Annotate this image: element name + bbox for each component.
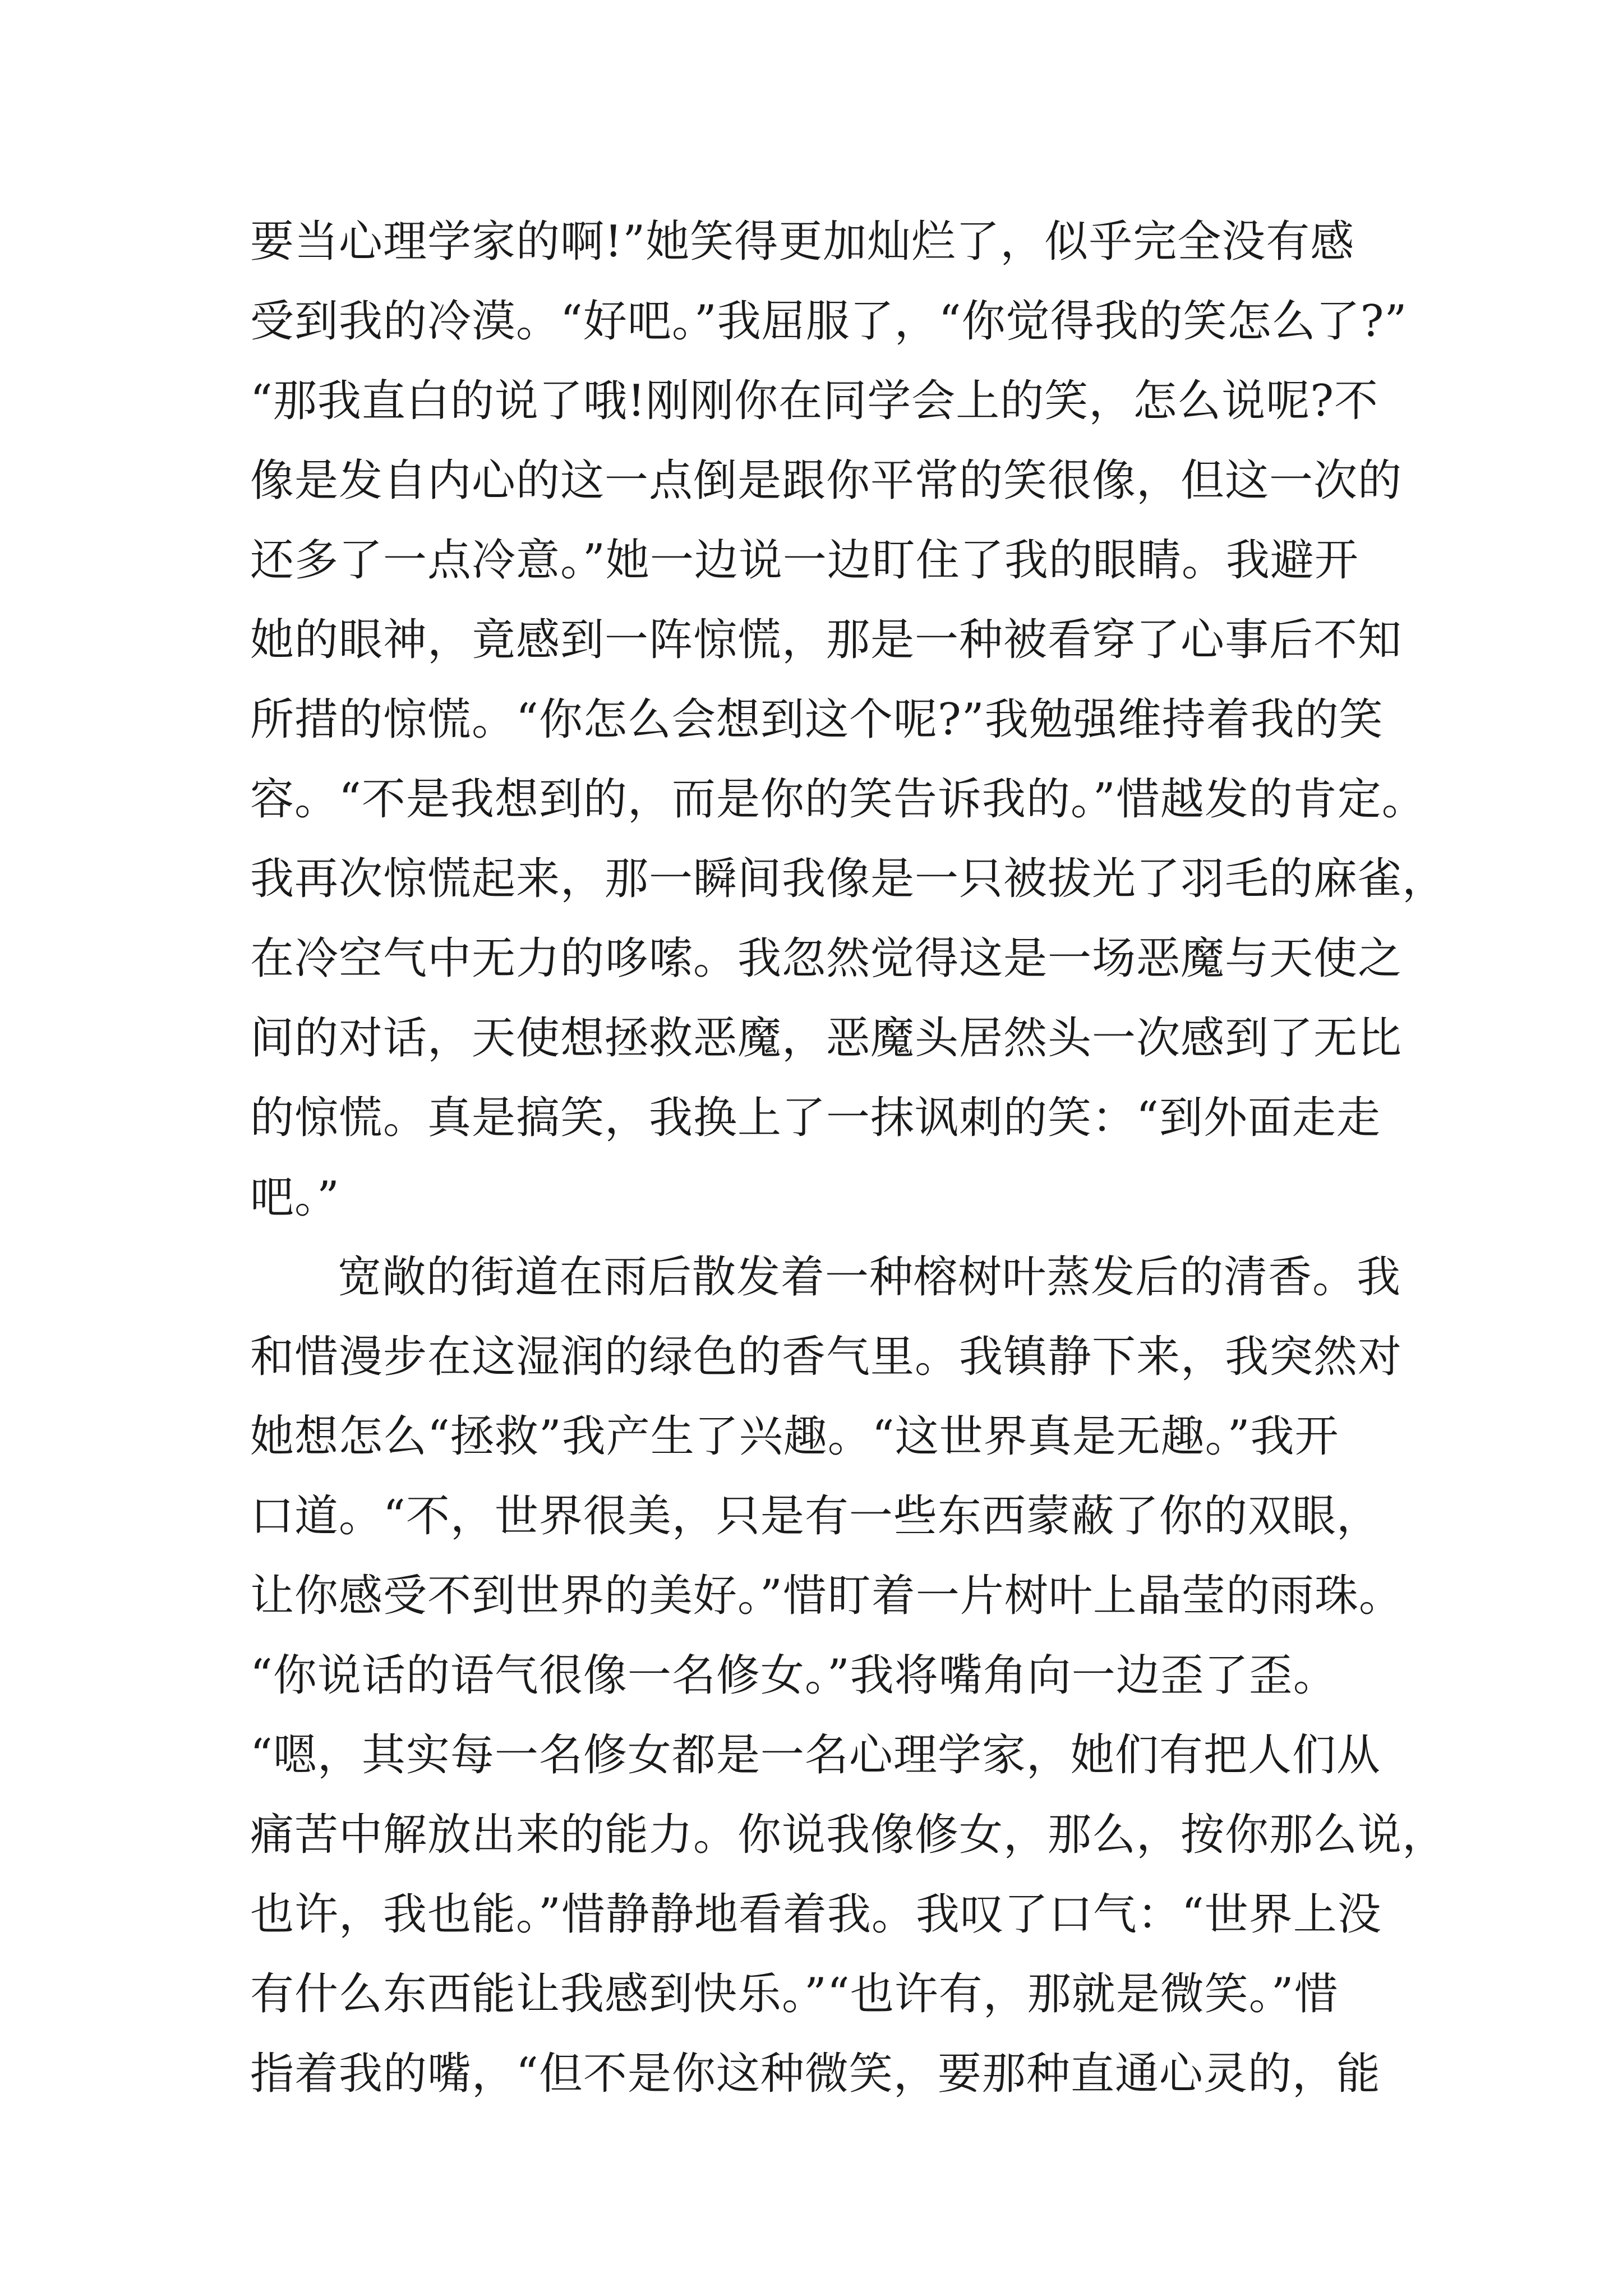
text-line: 她的眼神，竟感到一阵惊慌，那是一种被看穿了心事后不知 bbox=[250, 615, 1403, 665]
text-line: 容。“不是我想到的，而是你的笑告诉我的。”惜越发的肯定。 bbox=[250, 774, 1426, 825]
text-line: 也许，我也能。”惜静静地看着我。我叹了口气：“世界上没 bbox=[250, 1889, 1382, 1940]
text-line: 的惊慌。真是搞笑，我换上了一抹讽刺的笑：“到外面走走 bbox=[250, 1093, 1381, 1143]
text-line: 吧。” bbox=[250, 1172, 340, 1223]
text-line: 有什么东西能让我感到快乐。”“也许有，那就是微笑。”惜 bbox=[250, 1969, 1339, 2019]
text-line: 痛苦中解放出来的能力。你说我像修女，那么，按你那么说， bbox=[250, 1810, 1447, 1860]
text-line: 间的对话，天使想拯救恶魔，恶魔头居然头一次感到了无比 bbox=[250, 1013, 1403, 1064]
text-line: 像是发自内心的这一点倒是跟你平常的笑很像，但这一次的 bbox=[250, 455, 1403, 506]
text-line: 指着我的嘴，“但不是你这种微笑，要那种直通心灵的，能 bbox=[250, 2049, 1381, 2099]
text-line: 她想怎么“拯救”我产生了兴趣。“这世界真是无趣。”我开 bbox=[250, 1411, 1339, 1462]
text-line: 和惜漫步在这湿润的绿色的香气里。我镇静下来，我突然对 bbox=[250, 1332, 1403, 1382]
text-line: 口道。“不，世界很美，只是有一些东西蒙蔽了你的双眼， bbox=[250, 1491, 1381, 1542]
paragraph-first-line: 宽敞的街道在雨后散发着一种榕树叶蒸发后的清香。我 bbox=[338, 1252, 1401, 1303]
text-line: “嗯，其实每一名修女都是一名心理学家，她们有把人们从 bbox=[250, 1730, 1381, 1780]
body-text bbox=[250, 202, 1447, 2114]
text-line: 我再次惊慌起来，那一瞬间我像是一只被拔光了羽毛的麻雀， bbox=[250, 854, 1447, 904]
text-line: “那我直白的说了哦!刚刚你在同学会上的笑，怎么说呢?不 bbox=[250, 376, 1379, 426]
text-line: 在冷空气中无力的哆嗦。我忽然觉得这是一场恶魔与天使之 bbox=[250, 933, 1403, 984]
text-line: 让你感受不到世界的美好。”惜盯着一片树叶上晶莹的雨珠。 bbox=[250, 1571, 1403, 1621]
text-line: 受到我的冷漠。“好吧。”我屈服了，“你觉得我的笑怎么了?” bbox=[250, 296, 1408, 347]
text-line: 要当心理学家的啊!”她笑得更加灿烂了，似乎完全没有感 bbox=[250, 217, 1355, 267]
text-line: 所措的惊慌。“你怎么会想到这个呢?”我勉强维持着我的笑 bbox=[250, 694, 1384, 745]
text-line: “你说话的语气很像一名修女。”我将嘴角向一边歪了歪。 bbox=[250, 1650, 1338, 1701]
text-line: 还多了一点冷意。”她一边说一边盯住了我的眼睛。我避开 bbox=[250, 535, 1359, 586]
